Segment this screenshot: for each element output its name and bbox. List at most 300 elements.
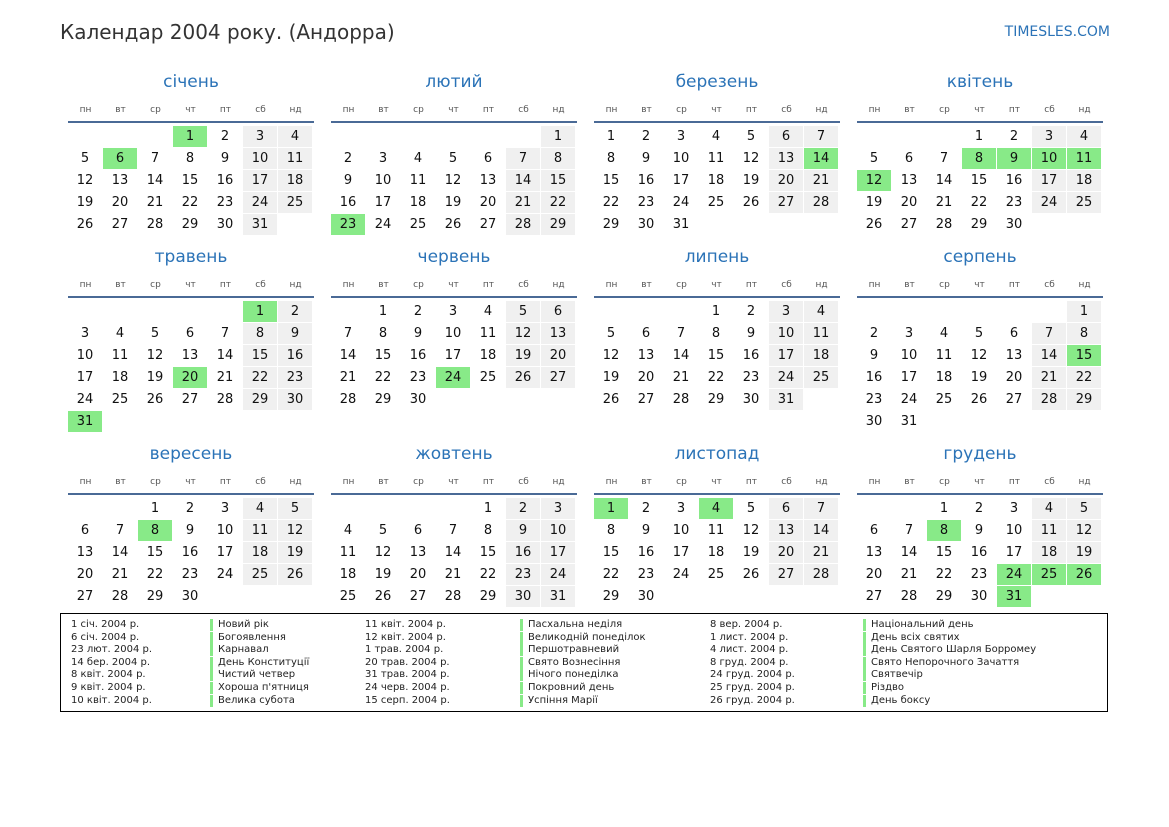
weekday-label: вт (641, 280, 652, 290)
day-cell: 17 (1032, 170, 1066, 191)
holiday-date: 24 черв. 2004 р. (365, 682, 450, 693)
weekday-label: сб (255, 280, 266, 290)
day-cell: 10 (769, 323, 803, 344)
holiday-date: 8 груд. 2004 р. (710, 656, 789, 668)
day-cell: 9 (869, 348, 879, 363)
day-cell: 4 (413, 151, 423, 166)
holiday-name: Різдво (863, 682, 904, 694)
day-cell: 18 (278, 170, 312, 191)
day-cell: 4 (115, 326, 125, 341)
day-cell: 27 (865, 589, 883, 604)
day-cell: 17 (216, 545, 234, 560)
day-cell: 9 (413, 326, 423, 341)
holiday-name: Свято Вознесіння (520, 657, 620, 669)
day-cell: 10 (541, 520, 575, 541)
day-cell: 4 (243, 498, 277, 519)
holiday-legend (60, 613, 1108, 712)
day-cell: 8 (378, 326, 388, 341)
day-cell: 20 (111, 195, 129, 210)
day-cell: 18 (243, 542, 277, 563)
day-cell: 24 (243, 192, 277, 213)
day-cell: 23 (742, 370, 760, 385)
weekday-label: пт (482, 477, 495, 487)
weekday-label: сб (255, 477, 266, 487)
day-cell: 28 (672, 392, 690, 407)
weekday-label: нд (1078, 477, 1091, 487)
weekday-header (68, 280, 314, 294)
day-cell: 4 (804, 301, 838, 322)
day-cell: 3 (448, 304, 458, 319)
holiday-day-cell: 1 (243, 301, 277, 322)
weekday-header (594, 280, 840, 294)
day-cell: 27 (76, 589, 94, 604)
weekday-label: сб (1044, 105, 1055, 115)
weekday-header (331, 105, 577, 119)
day-cell: 2 (1009, 129, 1019, 144)
day-cell: 6 (641, 326, 651, 341)
weekday-label: пн (342, 280, 355, 290)
weekday-label: ср (413, 280, 424, 290)
weekday-header (857, 280, 1103, 294)
day-cell: 17 (76, 370, 94, 385)
day-cell: 3 (1032, 126, 1066, 147)
day-cell: 10 (216, 523, 234, 538)
holiday-date: 24 груд. 2004 р. (710, 669, 795, 681)
day-cell: 12 (146, 348, 164, 363)
holiday-day-cell: 12 (857, 170, 891, 191)
day-cell: 15 (541, 170, 575, 191)
day-cell: 21 (216, 370, 234, 385)
day-cell: 24 (672, 195, 690, 210)
day-cell: 25 (339, 589, 357, 604)
day-cell: 25 (243, 564, 277, 585)
day-cell: 7 (448, 523, 458, 538)
day-cell: 27 (900, 217, 918, 232)
day-cell: 25 (707, 567, 725, 582)
day-cell: 28 (804, 192, 838, 213)
day-cell: 3 (220, 501, 230, 516)
day-cell: 29 (935, 589, 953, 604)
day-cell: 30 (865, 414, 883, 429)
day-cell: 26 (742, 195, 760, 210)
day-cell: 16 (1005, 173, 1023, 188)
day-cell: 11 (707, 151, 725, 166)
holiday-date: 25 груд. 2004 р. (710, 682, 795, 693)
month-name: березень (675, 72, 759, 92)
weekday-label: сб (518, 105, 529, 115)
day-cell: 22 (707, 370, 725, 385)
day-cell: 7 (1032, 323, 1066, 344)
day-cell: 14 (900, 545, 918, 560)
day-cell: 12 (742, 151, 760, 166)
day-cell: 6 (904, 151, 914, 166)
day-cell: 9 (220, 151, 230, 166)
weekday-label: вт (904, 105, 915, 115)
weekday-label: чт (711, 105, 722, 115)
day-cell: 7 (676, 326, 686, 341)
holiday-date: 4 лист. 2004 р. (710, 644, 789, 656)
weekday-label: ср (676, 477, 687, 487)
day-cell: 1 (606, 129, 616, 144)
day-cell: 8 (483, 523, 493, 538)
holiday-name: День всіх святих (863, 632, 960, 644)
day-cell: 2 (343, 151, 353, 166)
holiday-name: Нічого понеділка (520, 669, 618, 681)
weekday-label: пт (1008, 477, 1021, 487)
day-cell: 7 (115, 523, 125, 538)
day-cell: 2 (185, 501, 195, 516)
weekday-label: чт (974, 280, 985, 290)
day-cell: 2 (278, 301, 312, 322)
weekday-label: ср (939, 280, 950, 290)
day-cell: 17 (672, 173, 690, 188)
day-cell: 11 (479, 326, 497, 341)
day-cell: 10 (1005, 523, 1023, 538)
weekday-label: нд (552, 105, 565, 115)
day-cell: 12 (970, 348, 988, 363)
weekday-label: ср (939, 105, 950, 115)
day-cell: 26 (865, 217, 883, 232)
day-cell: 25 (278, 192, 312, 213)
weekday-label: сб (1044, 280, 1055, 290)
month-divider (68, 493, 314, 495)
day-cell: 5 (1067, 498, 1101, 519)
weekday-label: сб (781, 280, 792, 290)
weekday-label: сб (518, 280, 529, 290)
day-cell: 21 (935, 195, 953, 210)
day-cell: 22 (1067, 367, 1101, 388)
day-cell: 9 (641, 523, 651, 538)
day-cell: 23 (865, 392, 883, 407)
day-cell: 11 (278, 148, 312, 169)
day-cell: 30 (637, 589, 655, 604)
day-cell: 19 (742, 173, 760, 188)
month-name: вересень (149, 444, 233, 464)
day-cell: 22 (479, 567, 497, 582)
weekday-label: ср (150, 477, 161, 487)
day-cell: 16 (409, 348, 427, 363)
weekday-header (594, 105, 840, 119)
holiday-day-cell: 14 (804, 148, 838, 169)
day-cell: 3 (769, 301, 803, 322)
day-cell: 19 (742, 545, 760, 560)
day-cell: 13 (181, 348, 199, 363)
weekday-label: ср (413, 477, 424, 487)
day-cell: 1 (541, 126, 575, 147)
weekday-label: пт (745, 280, 758, 290)
day-cell: 20 (769, 542, 803, 563)
day-cell: 30 (1005, 217, 1023, 232)
day-cell: 31 (541, 586, 575, 607)
day-cell: 28 (935, 217, 953, 232)
holiday-date: 10 квіт. 2004 р. (71, 694, 152, 706)
day-cell: 7 (343, 326, 353, 341)
holiday-name: Покровний день (520, 682, 614, 694)
month-name: листопад (674, 444, 760, 464)
day-cell: 4 (1032, 498, 1066, 519)
day-cell: 26 (742, 567, 760, 582)
day-cell: 30 (409, 392, 427, 407)
weekday-label: сб (781, 105, 792, 115)
day-cell: 13 (769, 148, 803, 169)
day-cell: 8 (541, 148, 575, 169)
weekday-label: вт (641, 477, 652, 487)
day-cell: 5 (746, 129, 756, 144)
day-cell: 16 (278, 345, 312, 366)
weekday-label: пт (219, 105, 232, 115)
day-cell: 21 (506, 192, 540, 213)
day-cell: 7 (904, 523, 914, 538)
day-cell: 14 (339, 348, 357, 363)
month-divider (594, 296, 840, 298)
day-cell: 3 (676, 501, 686, 516)
day-cell: 14 (444, 545, 462, 560)
day-cell: 8 (606, 523, 616, 538)
day-cell: 24 (374, 217, 392, 232)
day-cell: 22 (541, 192, 575, 213)
day-cell: 16 (637, 173, 655, 188)
day-cell: 23 (637, 567, 655, 582)
holiday-date: 20 трав. 2004 р. (365, 656, 450, 668)
day-cell: 17 (900, 370, 918, 385)
day-cell: 28 (444, 589, 462, 604)
day-cell: 10 (672, 523, 690, 538)
day-cell: 16 (742, 348, 760, 363)
day-cell: 18 (804, 345, 838, 366)
day-cell: 29 (602, 217, 620, 232)
holiday-day-cell: 8 (138, 520, 172, 541)
holiday-date: 14 бер. 2004 р. (71, 656, 151, 668)
day-cell: 13 (541, 323, 575, 344)
holiday-day-cell: 25 (1032, 564, 1066, 585)
day-cell: 17 (769, 345, 803, 366)
day-cell: 6 (769, 498, 803, 519)
day-cell: 21 (1032, 367, 1066, 388)
holiday-day-cell: 8 (962, 148, 996, 169)
day-cell: 21 (339, 370, 357, 385)
day-cell: 1 (378, 304, 388, 319)
day-cell: 3 (80, 326, 90, 341)
holiday-date: 26 груд. 2004 р. (710, 694, 795, 706)
weekday-label: чт (448, 477, 459, 487)
day-cell: 18 (479, 348, 497, 363)
holiday-date: 23 лют. 2004 р. (71, 644, 153, 656)
day-cell: 23 (637, 195, 655, 210)
holiday-name: Святвечір (863, 669, 923, 681)
day-cell: 27 (769, 564, 803, 585)
day-cell: 5 (378, 523, 388, 538)
holiday-name: День Святого Шарля Борромеу (863, 644, 1036, 656)
day-cell: 17 (374, 195, 392, 210)
day-cell: 4 (483, 304, 493, 319)
day-cell: 10 (444, 326, 462, 341)
day-cell: 7 (220, 326, 230, 341)
day-cell: 25 (479, 370, 497, 385)
day-cell: 5 (506, 301, 540, 322)
day-cell: 1 (150, 501, 160, 516)
day-cell: 10 (374, 173, 392, 188)
holiday-date: 15 серп. 2004 р. (365, 694, 450, 706)
day-cell: 29 (602, 589, 620, 604)
day-cell: 7 (150, 151, 160, 166)
day-cell: 25 (804, 367, 838, 388)
weekday-label: нд (289, 477, 302, 487)
holiday-name: День Конституції (210, 657, 309, 669)
day-cell: 13 (769, 520, 803, 541)
weekday-label: пн (868, 477, 881, 487)
day-cell: 24 (1032, 192, 1066, 213)
holiday-date: 6 січ. 2004 р. (71, 631, 140, 643)
day-cell: 5 (606, 326, 616, 341)
day-cell: 5 (746, 501, 756, 516)
holiday-day-cell: 1 (173, 126, 207, 147)
day-cell: 24 (672, 567, 690, 582)
day-cell: 24 (541, 564, 575, 585)
weekday-label: нд (815, 105, 828, 115)
day-cell: 16 (637, 545, 655, 560)
day-cell: 31 (900, 414, 918, 429)
day-cell: 15 (243, 345, 277, 366)
day-cell: 2 (746, 304, 756, 319)
day-cell: 24 (76, 392, 94, 407)
day-cell: 25 (935, 392, 953, 407)
day-cell: 26 (278, 564, 312, 585)
day-cell: 18 (111, 370, 129, 385)
weekday-label: пт (482, 280, 495, 290)
day-cell: 17 (1005, 545, 1023, 560)
holiday-day-cell: 15 (1067, 345, 1101, 366)
day-cell: 5 (278, 498, 312, 519)
day-cell: 26 (602, 392, 620, 407)
month-divider (857, 296, 1103, 298)
holiday-name: Чистий четвер (210, 669, 295, 681)
day-cell: 27 (111, 217, 129, 232)
day-cell: 18 (935, 370, 953, 385)
day-cell: 4 (278, 126, 312, 147)
day-cell: 13 (409, 545, 427, 560)
day-cell: 3 (1009, 501, 1019, 516)
day-cell: 15 (935, 545, 953, 560)
day-cell: 22 (970, 195, 988, 210)
day-cell: 29 (243, 389, 277, 410)
day-cell: 25 (409, 217, 427, 232)
day-cell: 19 (865, 195, 883, 210)
day-cell: 13 (865, 545, 883, 560)
month-name: квітень (946, 72, 1014, 92)
day-cell: 6 (869, 523, 879, 538)
day-cell: 29 (541, 214, 575, 235)
day-cell: 16 (506, 542, 540, 563)
day-cell: 17 (444, 348, 462, 363)
weekday-header (331, 280, 577, 294)
day-cell: 21 (146, 195, 164, 210)
day-cell: 9 (185, 523, 195, 538)
day-cell: 18 (1032, 542, 1066, 563)
day-cell: 10 (243, 148, 277, 169)
month-name: січень (163, 72, 219, 92)
day-cell: 23 (278, 367, 312, 388)
day-cell: 22 (243, 367, 277, 388)
month-divider (857, 493, 1103, 495)
day-cell: 28 (506, 214, 540, 235)
month-name: серпень (943, 247, 1017, 267)
holiday-name: Великодній понеділок (520, 632, 646, 644)
holiday-day-cell: 26 (1067, 564, 1101, 585)
day-cell: 14 (935, 173, 953, 188)
day-cell: 24 (769, 367, 803, 388)
day-cell: 23 (506, 564, 540, 585)
weekday-label: ср (150, 280, 161, 290)
day-cell: 20 (637, 370, 655, 385)
day-cell: 3 (904, 326, 914, 341)
day-cell: 4 (1067, 126, 1101, 147)
day-cell: 13 (76, 545, 94, 560)
day-cell: 5 (974, 326, 984, 341)
day-cell: 13 (479, 173, 497, 188)
day-cell: 5 (448, 151, 458, 166)
day-cell: 14 (146, 173, 164, 188)
day-cell: 8 (711, 326, 721, 341)
weekday-label: ср (413, 105, 424, 115)
day-cell: 3 (243, 126, 277, 147)
weekday-header (68, 105, 314, 119)
day-cell: 23 (409, 370, 427, 385)
day-cell: 28 (1032, 389, 1066, 410)
day-cell: 13 (637, 348, 655, 363)
weekday-label: пт (219, 477, 232, 487)
day-cell: 2 (869, 326, 879, 341)
day-cell: 15 (707, 348, 725, 363)
weekday-label: нд (1078, 280, 1091, 290)
day-cell: 8 (606, 151, 616, 166)
day-cell: 20 (900, 195, 918, 210)
weekday-label: чт (185, 105, 196, 115)
day-cell: 3 (378, 151, 388, 166)
site-link[interactable]: TIMESLES.COM (1004, 24, 1110, 40)
day-cell: 21 (804, 542, 838, 563)
day-cell: 5 (150, 326, 160, 341)
day-cell: 21 (111, 567, 129, 582)
month-name: травень (154, 247, 228, 267)
day-cell: 15 (479, 545, 497, 560)
day-cell: 16 (970, 545, 988, 560)
day-cell: 20 (865, 567, 883, 582)
day-cell: 19 (278, 542, 312, 563)
day-cell: 27 (1005, 392, 1023, 407)
day-cell: 25 (1067, 192, 1101, 213)
day-cell: 22 (181, 195, 199, 210)
weekday-label: пт (219, 280, 232, 290)
holiday-date: 1 трав. 2004 р. (365, 644, 444, 656)
day-cell: 6 (541, 301, 575, 322)
weekday-label: пн (79, 105, 92, 115)
weekday-label: ср (939, 477, 950, 487)
day-cell: 2 (974, 501, 984, 516)
day-cell: 11 (243, 520, 277, 541)
day-cell: 2 (506, 498, 540, 519)
holiday-date: 12 квіт. 2004 р. (365, 631, 446, 643)
day-cell: 29 (970, 217, 988, 232)
day-cell: 23 (181, 567, 199, 582)
day-cell: 16 (339, 195, 357, 210)
day-cell: 21 (672, 370, 690, 385)
weekday-label: сб (255, 105, 266, 115)
day-cell: 26 (374, 589, 392, 604)
day-cell: 13 (111, 173, 129, 188)
weekday-label: пт (745, 105, 758, 115)
holiday-name: Новий рік (210, 619, 269, 631)
weekday-label: пн (605, 477, 618, 487)
